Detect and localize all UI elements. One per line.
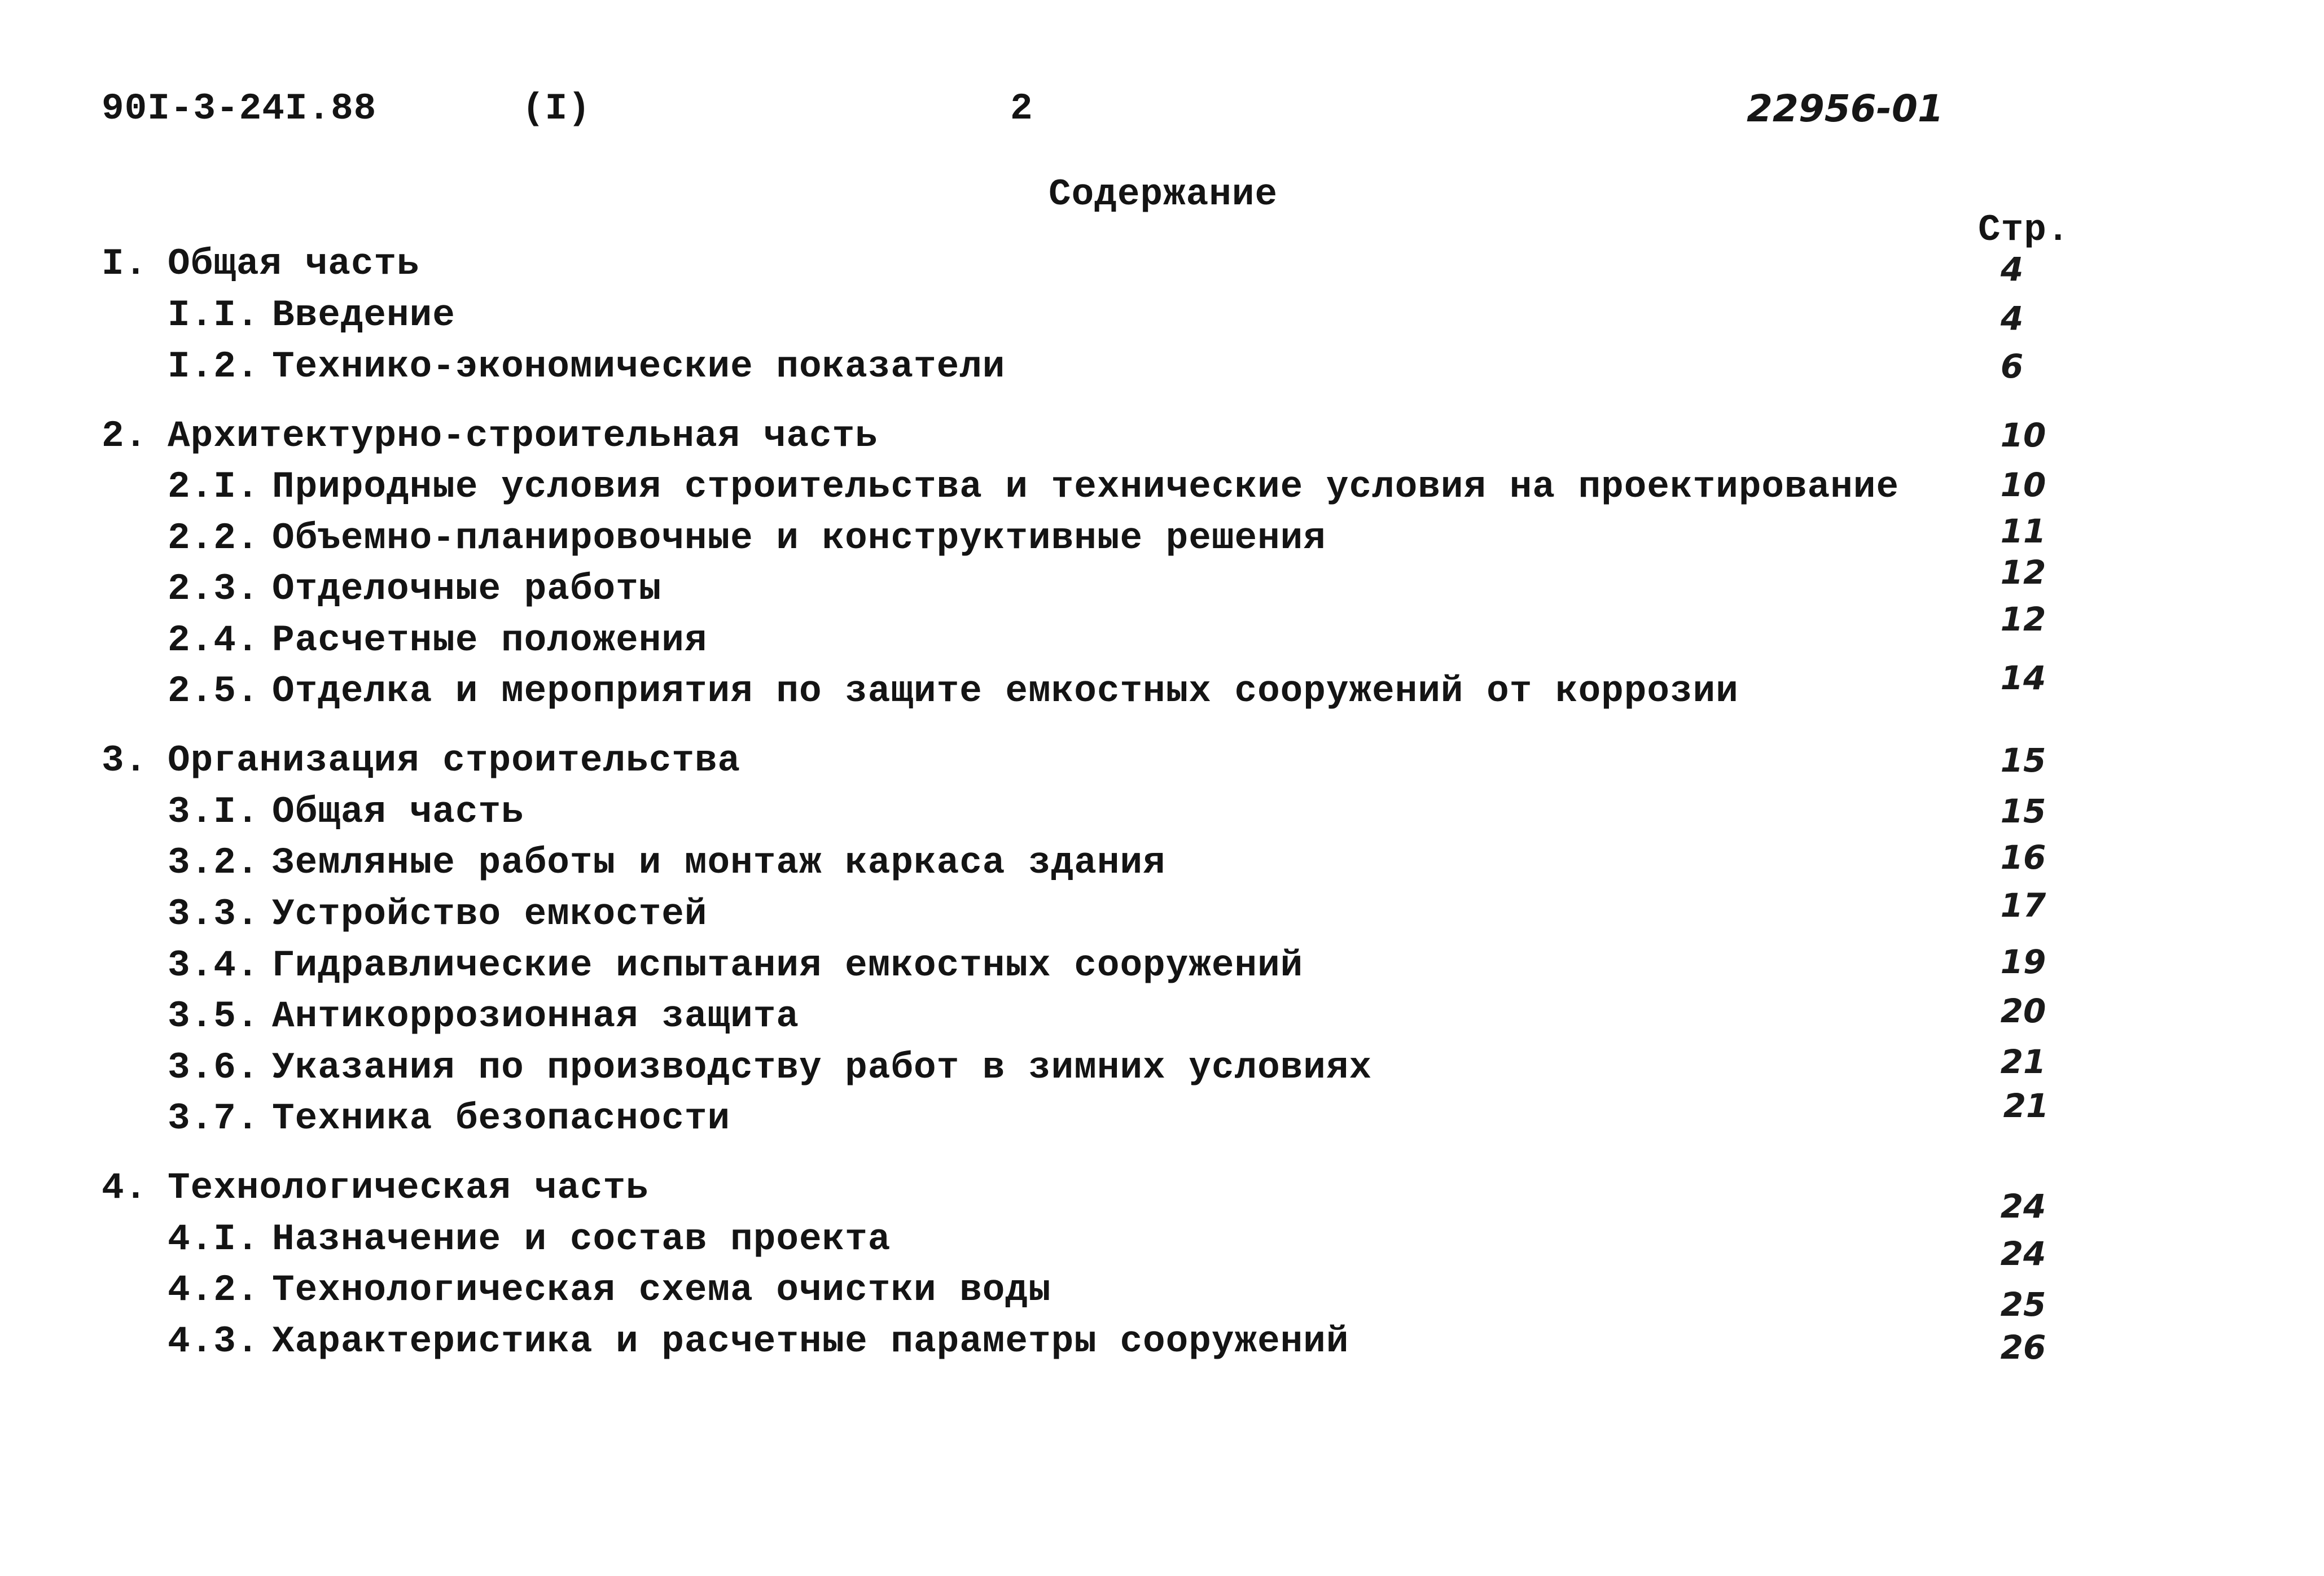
- toc-title-entry: Общая часть: [272, 791, 524, 833]
- toc-num: 3.4.: [168, 944, 260, 987]
- toc-title-entry: Введение: [272, 294, 455, 336]
- toc-num: 3.5.: [168, 995, 260, 1037]
- toc-page: 24: [2000, 1234, 2046, 1273]
- toc-title-entry: Характеристика и расчетные параметры сооружений: [272, 1320, 1349, 1363]
- toc-title-entry: Отделка и мероприятия по защите емкостных сооружений от коррозии: [272, 670, 1739, 712]
- toc-num: 3.2.: [168, 842, 260, 884]
- toc-title-entry: Архитектурно-строительная часть: [168, 415, 878, 457]
- toc-page: 12: [2000, 553, 2046, 592]
- toc-title-entry: Организация строительства: [168, 739, 741, 782]
- toc-page: 24: [2000, 1187, 2046, 1225]
- toc-num: 2.: [102, 415, 148, 457]
- toc-page: 15: [2000, 741, 2046, 780]
- page-column-label: Стр.: [1978, 209, 2070, 251]
- toc-title-entry: Земляные работы и монтаж каркаса здания: [272, 842, 1166, 884]
- toc-title-entry: Объемно-планировочные и конструктивные решения: [272, 517, 1326, 559]
- toc-title: Содержание: [1049, 173, 1278, 216]
- toc-title-entry: Общая часть: [168, 243, 420, 285]
- toc-page: 10: [2000, 416, 2046, 454]
- toc-num: 4.I.: [168, 1218, 260, 1260]
- toc-title-entry: Гидравлические испытания емкостных сооружений: [272, 944, 1304, 987]
- volume-number: (I): [522, 87, 591, 130]
- toc-num: 2.2.: [168, 517, 260, 559]
- toc-page: 26: [2000, 1328, 2046, 1367]
- toc-title-entry: Природные условия строительства и технические условия на проектирование: [272, 466, 1900, 508]
- toc-title-entry: Назначение и состав проекта: [272, 1218, 891, 1260]
- toc-num: 3.3.: [168, 893, 260, 935]
- toc-num: 3.6.: [168, 1047, 260, 1089]
- toc-page: 12: [2000, 600, 2046, 638]
- toc-title-entry: Технологическая схема очистки воды: [272, 1269, 1051, 1311]
- toc-num: 2.3.: [168, 568, 260, 610]
- toc-page: 11: [2000, 512, 2046, 550]
- toc-page: 4: [2000, 299, 2024, 338]
- toc-title-entry: Расчетные положения: [272, 619, 708, 662]
- toc-page: 4: [2000, 250, 2024, 288]
- toc-page: 15: [2000, 792, 2046, 830]
- toc-num: I.: [102, 243, 148, 285]
- toc-page: 25: [2000, 1285, 2046, 1324]
- toc-page: 21: [2000, 1043, 2046, 1081]
- toc-title-entry: Устройство емкостей: [272, 893, 708, 935]
- toc-num: 4.3.: [168, 1320, 260, 1363]
- toc-page: 20: [2000, 992, 2046, 1030]
- toc-num: 4.: [102, 1167, 148, 1209]
- toc-num: I.I.: [168, 294, 260, 336]
- toc-title-entry: Указания по производству работ в зимних условиях: [272, 1047, 1373, 1089]
- toc-title-entry: Техника безопасности: [272, 1097, 731, 1140]
- toc-page: 10: [2000, 466, 2046, 504]
- toc-page: 14: [2000, 659, 2046, 697]
- toc-page: 16: [2000, 838, 2046, 877]
- toc-title-entry: Отделочные работы: [272, 568, 662, 610]
- toc-page: 21: [2003, 1087, 2049, 1125]
- page-number: 2: [1010, 87, 1033, 130]
- toc-num: 2.I.: [168, 466, 260, 508]
- toc-num: 3.: [102, 739, 148, 782]
- toc-num: 2.4.: [168, 619, 260, 662]
- toc-title-entry: Технико-экономические показатели: [272, 345, 1006, 388]
- toc-num: I.2.: [168, 345, 260, 388]
- toc-title-entry: Антикоррозионная защита: [272, 995, 799, 1037]
- toc-page: 17: [2000, 886, 2046, 925]
- document-code: 90I-3-24I.88: [102, 87, 377, 130]
- toc-num: 3.I.: [168, 791, 260, 833]
- toc-num: 3.7.: [168, 1097, 260, 1140]
- toc-page: 6: [2000, 347, 2024, 386]
- toc-title-entry: Технологическая часть: [168, 1167, 649, 1209]
- toc-num: 2.5.: [168, 670, 260, 712]
- toc-page: 19: [2000, 943, 2046, 981]
- album-number: 22956-01: [1747, 87, 1944, 130]
- toc-num: 4.2.: [168, 1269, 260, 1311]
